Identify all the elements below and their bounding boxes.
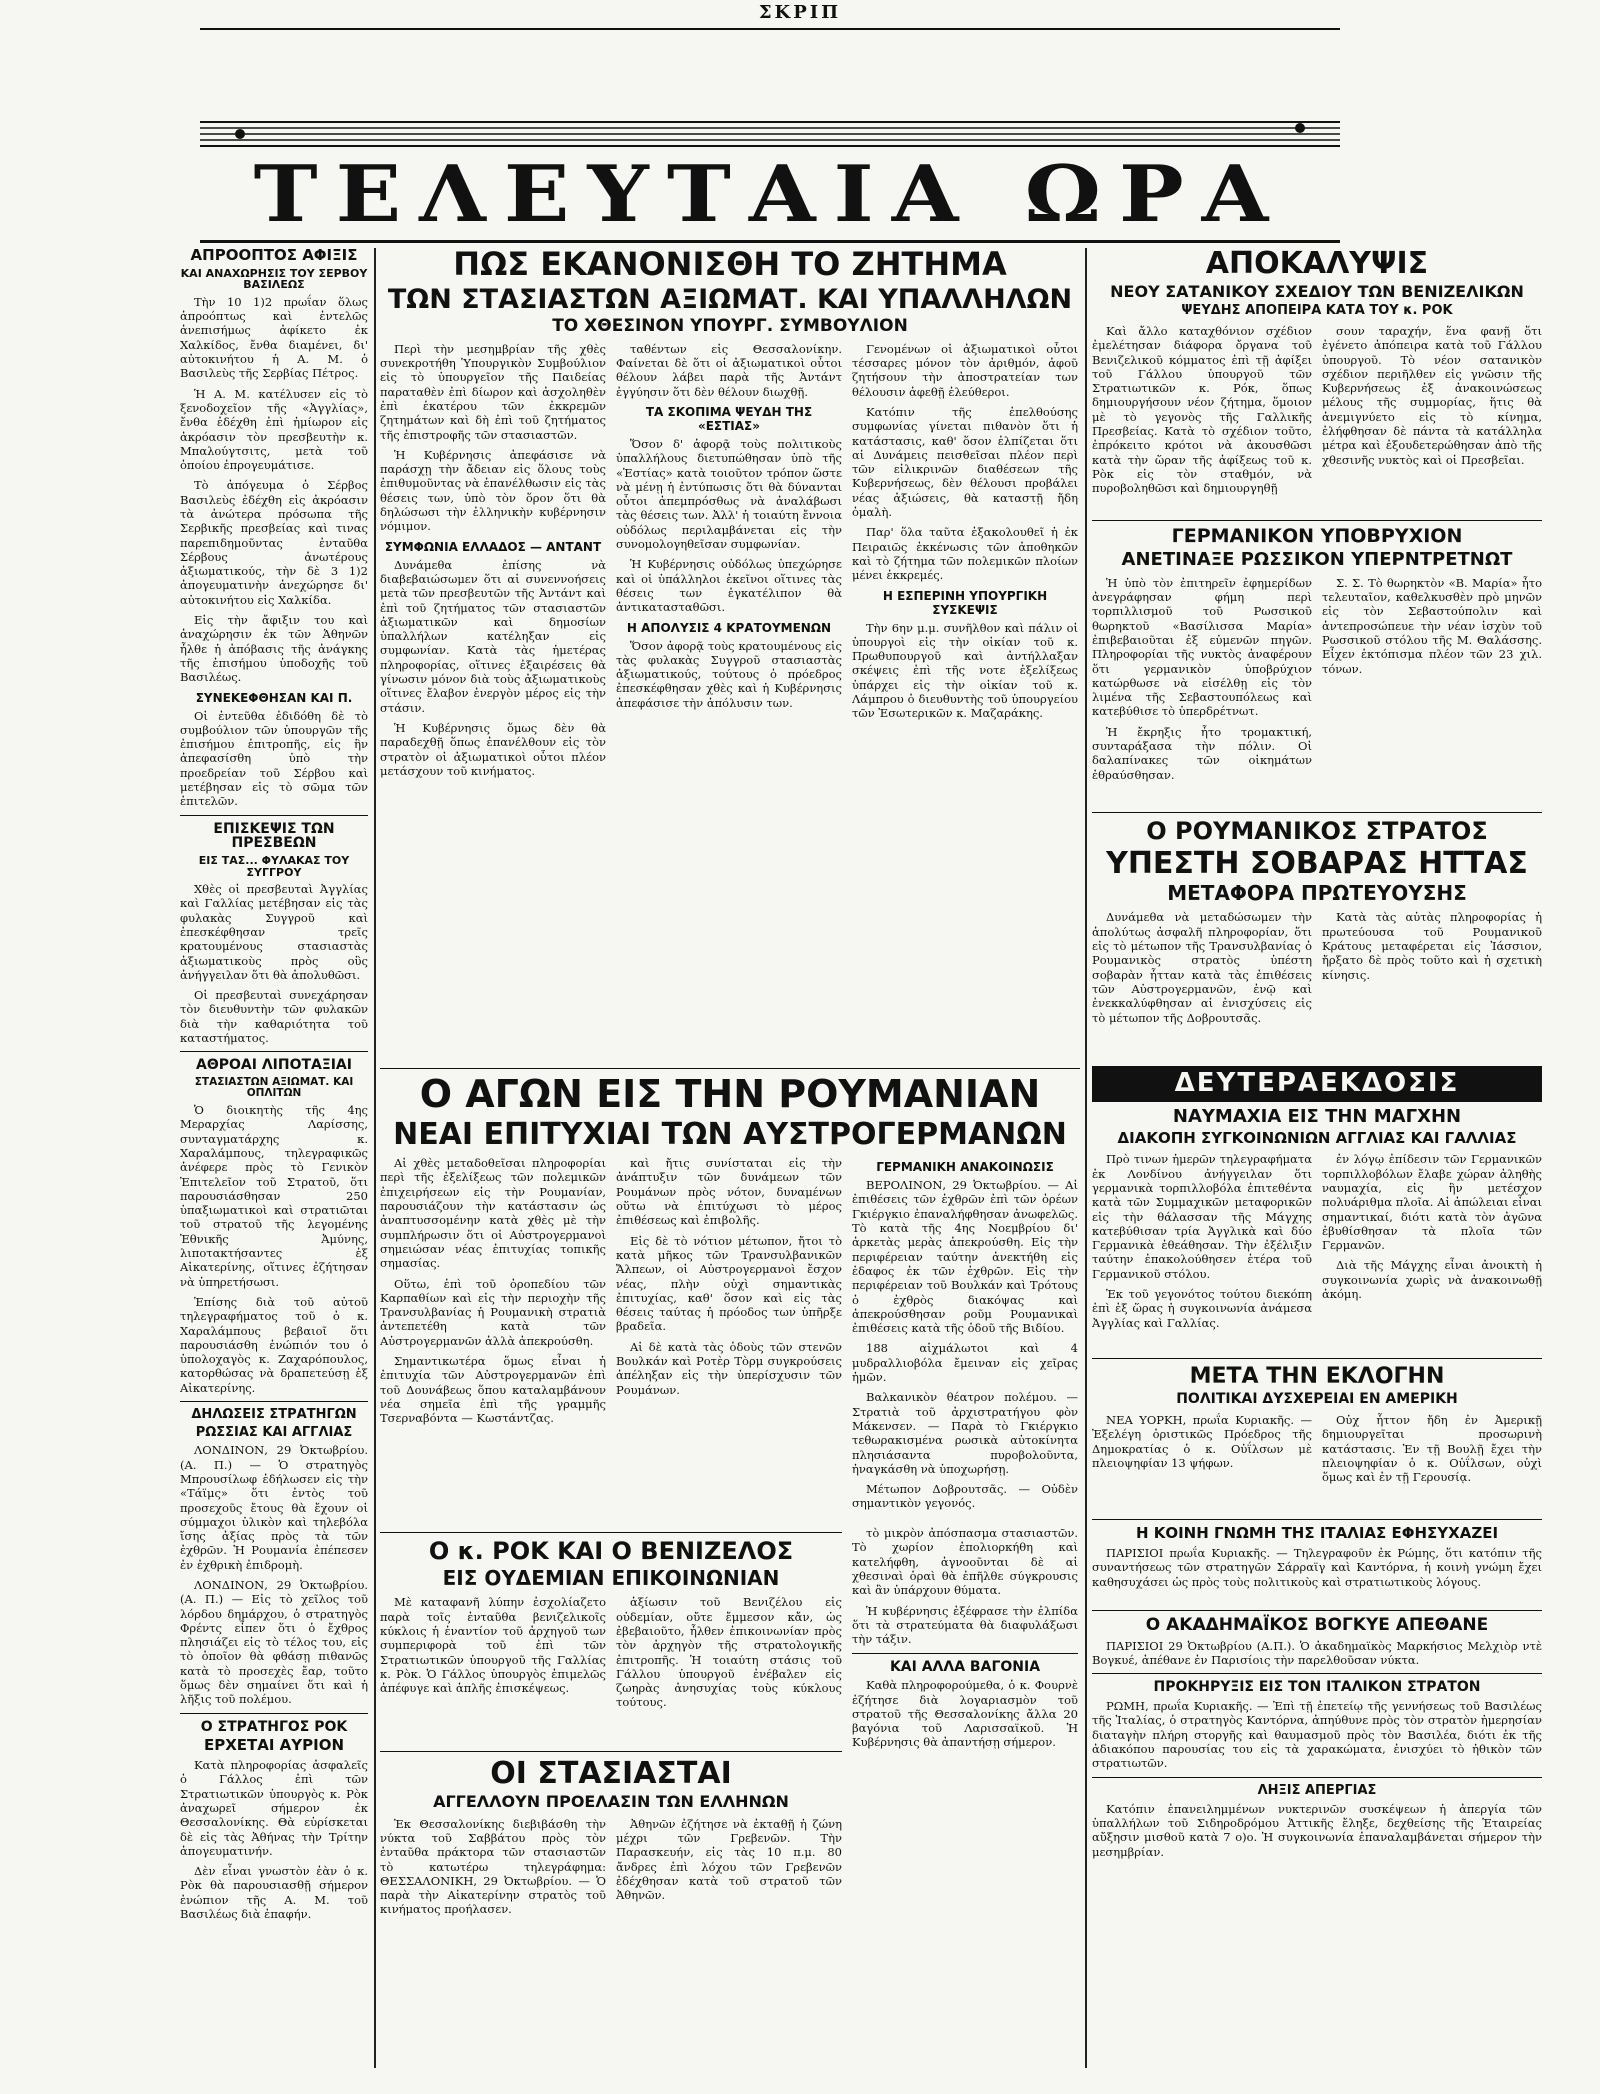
article-text: Ἡ ὑπὸ τὸν ἐπιτηρεῖν ἐφημερίδων ἀνεγράφησαν φήμη περὶ τορπιλλισμοῦ τοῦ Ρωσσικοῦ θωρηκτοῦ «Βασίλισσα Μαρία» ἐπιβεβαιοῦται ἐξ εὐμενῶν πηγῶν. Πληροφορίαι τῆς νυκτὸς ἀναφέρουν ὅτι γερμανικὸν ὑποβρύχιον κατώρθωσε νὰ εἰσέλθῃ εἰς τὸν λιμένα τῆς Σεβαστουπόλεως καὶ κατεβύθισε τὸ ὑπερδρέτνωτ. bbox=[1092, 575, 1312, 719]
main-headline-2: ΤΩΝ ΣΤΑΣΙΑΣΤΩΝ ΑΞΙΩΜΑΤ. ΚΑΙ ΥΠΑΛΛΗΛΩΝ bbox=[387, 283, 1073, 315]
divider bbox=[180, 1051, 368, 1052]
text-column bbox=[1092, 324, 1312, 514]
text-column bbox=[616, 1817, 842, 1957]
text-column bbox=[1322, 910, 1542, 1060]
headline: ΑΠΡΟΟΠΤΟΣ ΑΦΙΞΙΣ bbox=[190, 248, 358, 264]
article-text: Ἡ Κυβέρνησις οὐδόλως ὑπεχώρησε καὶ οἱ ὑπάλληλοι ἐκεῖνοι οἵτινες τὰς θέσεις των ἐγκατέλιπον θὰ ἀντικατασταθῶσι. bbox=[616, 557, 842, 615]
text-column bbox=[1092, 1152, 1312, 1352]
subheadline: ΕΙΣ ΟΥΔΕΜΙΑΝ ΕΠΙΚΟΙΝΩΝΙΑΝ bbox=[442, 1566, 780, 1591]
banner-rule bbox=[200, 240, 1340, 243]
article-text: Τὴν 6ην μ.μ. συνῆλθον καὶ πάλιν οἱ ὑπουργοὶ εἰς τὴν οἰκίαν τοῦ κ. Πρωθυπουργοῦ καὶ ἀντήλλαξαν σκέψεις ἐπὶ τῆς νοτε ἐξελίξεως ὑπάρχει εἰς τὴν οἰκίαν τοῦ κ. Λάμπρου ὁ διευθυντὴς τοῦ ὑπουργείου τῶν Ἐσωτερικῶν κ. Μαζαράκης. bbox=[852, 620, 1078, 721]
subheadline: ΨΕΥΔΗΣ ΑΠΟΠΕΙΡΑ ΚΑΤΑ ΤΟΥ κ. ΡΟΚ bbox=[1181, 303, 1453, 319]
section-subhead: Η ΕΣΠΕΡΙΝΗ ΥΠΟΥΡΓΙΚΗ ΣΥΣΚΕΨΙΣ bbox=[882, 588, 1048, 617]
article-text: Ἡ Κυβέρνησις ἀπεφάσισε νὰ παράσχῃ τὴν ἄδειαν εἰς ὅλους τοὺς ἐπιθυμοῦντας νὰ ἐπανέλθωσιν εἰς τὰς θέσεις των, ὑπὸ τὸν ὅρον ὅτι θὰ δηλώσωσι τὴν ἐλληνικὴν κυβέρνησιν νόμιμον. bbox=[380, 447, 606, 534]
naval-battle-article bbox=[1092, 1152, 1542, 1352]
article-text: ΠΑΡΙΣΙΟΙ πρωΐα Κυριακῆς. — Τηλεγραφοῦν ἐκ Ρώμης, ὅτι κατόπιν τῆς συναντήσεως τῶν στρατηγῶν Σάρραϊγ καὶ Καντόρνα, ἡ κοινὴ γνώμη ἔχει καθησυχάσει ὡς πρὸς τοὺς πολιτικοὺς καὶ στρατιωτικοὺς λόγους. bbox=[1092, 1545, 1542, 1589]
article-text: Δυνάμεθα νὰ μεταδώσωμεν τὴν ἀπολύτως ἀσφαλῆ πληροφορίαν, ὅτι εἰς τὸ μέτωπον τῆς Τρανσυλβανίας ὁ Ρουμανικὸς στρατὸς ὑπέστη σοβαρὰν ἧτταν κατὰ τὰς ἐπιθέσεις τῶν Αὐστρογερμανῶν, ἐνῷ καὶ ἐνεκκαλύφθησαν αἱ ἐνισχύσεις εἰς τὸ μέτωπον τῆς Δοβρουτσᾶς. bbox=[1092, 910, 1312, 1025]
headline: ΑΘΡΟΑΙ ΛΙΠΟΤΑΞΙΑΙ bbox=[196, 1057, 352, 1074]
headline: Ο ΡΟΥΜΑΝΙΚΟΣ ΣΤΡΑΤΟΣ bbox=[1146, 816, 1488, 845]
article-text: Καθὰ πληροφορούμεθα, ὁ κ. Φουρνὲ ἐζήτησε διὰ λογαριασμὸν τοῦ στρατοῦ τῆς Θεσσαλονίκης ἄλλα 20 βαγόνια τοῦ Λαρισσαϊκοῦ. Ἡ Κυβέρνησις θὰ ἀπαντήσῃ σήμερον. bbox=[852, 1678, 1078, 1750]
subheadline: ΑΓΓΕΛΛΟΥΝ ΠΡΟΕΛΑΣΙΝ ΤΩΝ ΕΛΛΗΝΩΝ bbox=[433, 1791, 789, 1811]
article-text: Περὶ τὴν μεσημβρίαν τῆς χθὲς συνεκροτήθη Ὑπουργικὸν Συμβούλιον εἰς τὸ ὑπουργεῖον τῆς Παιδείας παραταθὲν ἐπὶ δίωρον καὶ ἀσχοληθὲν ἐπὶ ἑκατέρου τῶν ἐκκρεμῶν ζητημάτων καὶ δὴ ἐπὶ τοῦ ζητήματος τῆς ἐπιστροφῆς τῶν στασιαστῶν. bbox=[380, 341, 606, 442]
article-text: Μέτωπον Δοβρουτσᾶς. — Οὐδὲν σημαντικὸν γεγονός. bbox=[852, 1482, 1078, 1511]
headline: ΟΙ ΣΤΑΣΙΑΣΤΑΙ bbox=[490, 1756, 732, 1792]
headline: Ο κ. ΡΟΚ ΚΑΙ Ο ΒΕΝΙΖΕΛΟΣ bbox=[428, 1537, 794, 1566]
article-text: Οἱ πρεσβευταὶ συνεχάρησαν τὸν διευθυντὴν τῶν φυλακῶν διὰ τὴν καθαριότητα τοῦ καταστήματος. bbox=[180, 988, 368, 1046]
divider bbox=[380, 1068, 1080, 1069]
section-subhead: ΣΥΜΦΩΝΙΑ ΕΛΛΑΔΟΣ — ΑΝΤΑΝΤ bbox=[384, 539, 602, 554]
article-text: Καὶ ἄλλο καταχθόνιον σχέδιον ἐμελέτησαν διάφορα ὄργανα τοῦ Βενιζελικοῦ κόμματος ἐπὶ τῇ ἀφίξει τοῦ Γάλλου ὑπουργοῦ τῶν Στρατιωτικῶν κ. Ρόκ, ὅπως δημιουργήσουν νέον ζήτημα, ὅμοιον μὲ τὸ γεγονὸς τῆς Γαλλικῆς Πρεσβείας. Κατὰ τὸ σχέδιον τοῦτο, ἐπρόκειτο κρότοι νὰ ἀκουσθῶσι κατὰ τὴν ὥραν τῆς ἀφίξεως τοῦ κ. Ρὸκ εἰς τὸν σταθμόν, νὰ πυροβοληθῶσι καὶ δημιουργηθῇ bbox=[1092, 323, 1312, 496]
article-text: Ὁ διοικητὴς τῆς 4ης Μεραρχίας Λαρίσσης, συνταγματάρχης κ. Χαραλάμπους, τηλεγραφικῶς ἀνέφερε πρὸς τὸ Γενικὸν Ἐπιτελεῖον τοῦ Στρατοῦ, ὅτι παρουσιάσθησαν 250 ὑπαξιωματικοὶ καὶ στρατιῶται τοῦ στρατοῦ τῆς λεγομένης Ἐθνικῆς Ἀμύνης, λιποτακτήσαντες ἐξ Αἰκατερίνης, οἵτινες ἐζήτησαν νὰ ὑπηρετήσωσι. bbox=[180, 1103, 368, 1289]
section-subhead: ΣΥΝΕΚΕΦΘΗΣΑΝ ΚΑΙ Π. bbox=[195, 690, 353, 705]
article-text: ΠΑΡΙΣΙΟΙ 29 Ὀκτωβρίου (Α.Π.). Ὁ ἀκαδημαϊκὸς Μαρκήσιος Μελχιὸρ ντὲ Βογκυέ, ἀπέθανε ἐν Παρισίοις τὴν παρελθοῦσαν νύκτα. bbox=[1092, 1638, 1542, 1668]
article-text: 188 αἰχμάλωτοι καὶ 4 μυδραλλιοβόλα ἔμειναν εἰς χεῖρας ἡμῶν. bbox=[852, 1341, 1078, 1385]
article-text: Τὸ ἀπόγευμα ὁ Σέρβος Βασιλεὺς ἐδέχθη εἰς ἀκρόασιν τὰ ἀνώτερα πρόσωπα τῆς Σερβικῆς πρεσβείας καὶ τινας παρεπιδημοῦντας ἐνταῦθα Σέρβους ἀνωτέρους ἀξιωματικούς, τὴν δὲ 3 1)2 ἀπογευματινὴν ἀνεχώρησε δι' αὐτοκινήτου εἰς Χαλκίδα. bbox=[180, 478, 368, 607]
subheadline: ΥΠΕΣΤΗ ΣΟΒΑΡΑΣ ΗΤΤΑΣ bbox=[1106, 845, 1528, 881]
article-text: Γενομένων οἱ ἀξιωματικοὶ οὗτοι τέσσαρες μόνον τὸν ἀριθμόν, ἀφοῦ ζητήσουν τὴν ἀποστρατείαν των θέλουσιν ἀφεθῇ ἐλεύθεροι. bbox=[852, 341, 1078, 399]
main-headline: ΠΩΣ ΕΚΑΝΟΝΙΣΘΗ ΤΟ ΖΗΤΗΜΑ bbox=[453, 248, 1007, 283]
article-text: Ἡ κυβέρνησις ἐξέφρασε τὴν ἐλπίδα ὅτι τὰ στρατεύματα θὰ διαφυλάξωσι τὴν τάξιν. bbox=[852, 1603, 1078, 1647]
article-text: Παρ' ὅλα ταῦτα ἐξακολουθεῖ ἡ ἐκ Πειραιῶς ἐκκένωσις τῶν ἀποθηκῶν καὶ τὸ ζήτημα τῶν πολεμικῶν πλοίων μένει ἐκκρεμές. bbox=[852, 525, 1078, 583]
headline: ΔΗΛΩΣΕΙΣ ΣΤΡΑΤΗΓΩΝ bbox=[191, 1407, 357, 1423]
article-text: Ἐπίσης διὰ τοῦ αὐτοῦ τηλεγραφήματος τοῦ ὁ κ. Χαραλάμπους βεβαιοῖ ὅτι παρουσιάσθη ἐνώπιόν του ὁ ὑπολοχαγὸς κ. Ζαχαρόπουλος, κατορθώσας νὰ δραπετεύσῃ ἐξ Αἰκατερίνης. bbox=[180, 1294, 368, 1395]
headline: ΚΑΙ ΑΛΛΑ ΒΑΓΟΝΙΑ bbox=[889, 1658, 1041, 1675]
article-text: Κατόπιν ἐπανειλημμένων νυκτερινῶν συσκέψεων ἡ ἀπεργία τῶν ὑπαλλήλων τοῦ Σιδηροδρόμου Ἀττικῆς ἔληξε, δεχθείσης τῆς Ἑταιρείας αὔξησιν μισθοῦ κατὰ 7 ο)ο. Ἡ συγκοινωνία ἐπαναλαμβάνεται σήμερον τὴν μεσημβρίαν. bbox=[1092, 1801, 1542, 1859]
text-column bbox=[1322, 324, 1542, 514]
plot-article bbox=[1092, 324, 1542, 514]
divider bbox=[180, 1401, 368, 1402]
subheadline: ΣΤΑΣΙΑΣΤΩΝ ΑΞΙΩΜΑΤ. ΚΑΙ ΟΠΛΙΤΩΝ bbox=[194, 1076, 354, 1100]
text-column bbox=[616, 342, 842, 1062]
article-text: ἀξίωσιν τοῦ Βενιζέλου εἰς οὐδεμίαν, οὔτε ἔμμεσον κἄν, ὡς ἐβεβαιοῦτο, ἦλθεν ἐπικοινωνίαν πρὸς τὸν ἀρχηγὸν τῆς στρατολογικῆς ἐπιτροπῆς. Ἡ τοιαύτη στάσις τοῦ Γάλλου ὑπουργοῦ ἐνέβαλεν εἰς ζωηρὰς ἀνησυχίας τοὺς κύκλους τούτους. bbox=[616, 1595, 842, 1710]
headline: Ο ΣΤΡΑΤΗΓΟΣ ΡΟΚ bbox=[200, 1718, 348, 1735]
subheadline: ΕΙΣ ΤΑΣ... ΦΥΛΑΚΑΣ ΤΟΥ ΣΥΓΓΡΟΥ bbox=[198, 854, 350, 879]
article-text: ΒΕΡΟΛΙΝΟΝ, 29 Ὀκτωβρίου. — Αἱ ἐπιθέσεις τῶν ἐχθρῶν ἐπὶ τῶν ὀρέων Γκιέργκιο ἐπαναλήφθησαν ἀνωφελῶς. Τὸ κατὰ τῆς 4ης Νοεμβρίου δι' ἀρκετὰς μερὰς ἀπεκρούσθη. Εἰς τὴν περιφέρειαν ταύτην ἀνεκτήθη εἰς ἐδαφος ἐκ τῶν ἐχθρῶν. Εἰς τὴν περιφέρειαν τοῦ Βουλκάν καὶ Τρότους ὁ ἐχθρὸς διακόψας καὶ ἀπεκρούσθησαν ροῦμ Ρουμανικαὶ ἐπιθέσεις κατὰ τῆς ὁδοῦ τῆς Βιδίου. bbox=[852, 1178, 1078, 1336]
cabinet-article bbox=[380, 342, 1080, 1062]
article-text: Ἐκ τοῦ γεγονότος τούτου διεκόπη ἐπὶ ἐξ ὥρας ἡ συγκοινωνία ἀνάμεσα Ἀγγλίας καὶ Γαλλίας. bbox=[1092, 1287, 1312, 1330]
article-text: Σ. Σ. Τὸ θωρηκτὸν «Β. Μαρία» ἦτο τελευταῖον, καθελκυσθὲν πρὸ μηνῶν εἰς τὸν Σεβαστούπολιν καὶ ἀντεπροσώπευε τὴν νέαν ἰσχὺν τοῦ Ρωσσικοῦ στόλου τῆς Μ. Θαλάσσης. Εἶχεν ἐκτόπισμα πλέον τῶν 23 χιλ. τόνων. bbox=[1322, 575, 1542, 676]
music-staff-decoration bbox=[200, 118, 1340, 148]
article-text: Οὐχ ἧττον ἤδη ἐν Ἀμερικῇ δημιουργεῖται προσωρινὴ κατάστασις. Ἐν τῇ Βουλῇ ἔχει τὴν πλειοψηφίαν ὁ κ. Οὐΐλσων, οὐχὶ ὅμως καὶ ἐν τῇ Γερουσίᾳ. bbox=[1322, 1413, 1542, 1485]
article-text: Αἱ χθὲς μεταδοθεῖσαι πληροφορίαι περὶ τῆς ἐξελίξεως τῶν πολεμικῶν ἐπιχειρήσεων εἰς τὴν Ρουμανίαν, παρουσιάζουν τὴν κατάστασιν ὡς ἀναπτυσσομένην κατὰ χθὲς μὲ τὴν συμπλήρωσιν ὅτι οἱ Αὐστρογερμανοὶ σημειώσαν νέας ἐπιτυχίας τοπικῆς σημασίας. bbox=[380, 1156, 606, 1271]
subheadline: ΕΡΧΕΤΑΙ ΑΥΡΙΟΝ bbox=[203, 1736, 345, 1755]
subheadline: ΝΕΟΥ ΣΑΤΑΝΙΚΟΥ ΣΧΕΔΙΟΥ ΤΩΝ ΒΕΝΙΖΕΛΙΚΩΝ bbox=[1110, 281, 1524, 301]
headline: ΕΠΙΣΚΕΨΙΣ ΤΩΝ ΠΡΕΣΒΕΩΝ bbox=[213, 820, 335, 852]
article-text: ταθέντων εἰς Θεσσαλονίκην. Φαίνεται δὲ ὅτι οἱ ἀξιωματικοὶ οὗτοι θέλουν λάβει παρὰ τῆς Ἀντάντ ἐγγύησιν ὅτι δὲν θέλουν διωχθῇ. bbox=[616, 341, 842, 399]
headline: Η ΚΟΙΝΗ ΓΝΩΜΗ ΤΗΣ ΙΤΑΛΙΑΣ ΕΦΗΣΥΧΑΖΕΙ bbox=[1135, 1524, 1499, 1543]
article-text: Οὕτω, ἐπὶ τοῦ ὀροπεδίου τῶν Καρπαθίων καὶ εἰς τὴν περιοχὴν τῆς Τρανσυλβανίας ἡ Ρουμανικὴ στρατιὰ ἀντεπετέθη κατὰ τῶν Αὐστρογερμανῶν ἀλλὰ ἀπεκρούσθη. bbox=[380, 1276, 606, 1348]
subheadline: ΜΕΤΑΦΟΡΑ ΠΡΩΤΕΥΟΥΣΗΣ bbox=[1167, 881, 1467, 906]
divider bbox=[380, 1751, 842, 1752]
divider bbox=[1092, 812, 1542, 813]
second-edition-banner: ΔΕΥΤΕΡΑΕΚΔΟΣΙΣ bbox=[1092, 1066, 1542, 1101]
article-text: σουν ταραχήν, ἕνα φανῇ ὅτι ἐγένετο ἀπόπειρα κατὰ τοῦ Γάλλου ὑπουργοῦ. Τὸ νέον σατανικὸν σχέδιον περιῆλθεν εἰς γνῶσιν τῆς Κυβερνήσεως ἐξ ἀνακοινώσεως μέλους τῆς συμμορίας, ἥτις θὰ ἀνεμιγνύετο εἰς τὸ κίνημα, ἐλήφθησαν δὲ πάντα τὰ κατάλληλα μέτρα καὶ ἐξουδετερώθησαν ἀπὸ τῆς χθεσινῆς νυκτὸς καὶ οἱ Πρεσβεῖαι. bbox=[1322, 323, 1542, 467]
article-text: καὶ ἤτις συνίσταται εἰς τὴν ἀνάπτυξιν τῶν δυνάμεων τῶν Ρουμάνων πρὸς νότον, δυναμένων οὕτω νὰ ἐπιτύχωσι τὸ μέρος ἐπιθέσεως καὶ ἐπιβολῆς. bbox=[616, 1156, 842, 1228]
rok-article bbox=[380, 1595, 842, 1745]
headline: ΠΡΟΚΗΡΥΞΙΣ ΕΙΣ ΤΟΝ ΙΤΑΛΙΚΟΝ ΣΤΡΑΤΟΝ bbox=[1153, 1679, 1481, 1696]
article-text: Κατὰ τὰς αὐτὰς πληροφορίας ἡ πρωτεύουσα τοῦ Ρουμανικοῦ Κράτους μεταφέρεται εἰς Ἰάσσιον, ἤρξατο δὲ πρὸς τοῦτο καὶ ἡ σχετικὴ κίνησις. bbox=[1322, 910, 1542, 982]
article-text: ΡΩΜΗ, πρωΐα Κυριακῆς. — Ἐπὶ τῇ ἐπετείῳ τῆς γεννήσεως τοῦ Βασιλέως τῆς Ἰταλίας, ὁ στρατηγὸς Καντόρνα, ἀπηύθυνε πρὸς τὸν στρατὸν ἡμερησίαν διαταγὴν πλήρη στοργῆς καὶ θαυμασμοῦ πρὸς τὸν Βασιλέα, διότι ἐκ τῆς ἀδιακόπου παρουσίας του εἰς τὰ χαρακώματα, ἐνισχύει τὸ ἠθικὸν τῶν στρατιωτῶν. bbox=[1092, 1699, 1542, 1771]
article-text: Τὴν 10 1)2 πρωΐαν ὅλως ἀπροόπτως καὶ ἐντελῶς ἀνεπισήμως ἀφίκετο ἐκ Χαλκίδος, ἔνθα διαμένει, δι' αὐτοκινήτου ἡ Α. Μ. ὁ Βασιλεὺς τῆς Σερβίας Πέτρος. bbox=[180, 294, 368, 381]
election-article bbox=[1092, 1413, 1542, 1513]
article-text: Αἱ δὲ κατὰ τὰς ὁδοὺς τῶν στενῶν Βουλκάν καὶ Ροτὲρ Τὸρμ συγκρούσεις ἀπέληξαν εἰς τὴν ὑπερίσχυσιν τῶν Ρουμάνων. bbox=[616, 1339, 842, 1397]
article-text: ΛΟΝΔΙΝΟΝ, 29 Ὀκτωβρίου. (Α. Π.) — Ὁ στρατηγὸς Μπρουσίλωφ ἐδήλωσεν εἰς τὴν «Τάϊμς» ὅτι ἐντὸς τοῦ προσεχοῦς ἔτους θὰ ἔχουν οἱ σύμμαχοι ὑλικὸν καὶ τηλεβόλα ἴσης ἀξίας πρὸς τὰ τῶν ἐχθρῶν. Ἡ Ρουμανία ἐπέπεσεν ἐν ἐχθρικὴ ἐπιδρομὴ. bbox=[180, 1443, 368, 1572]
headline: ΑΠΟΚΑΛΥΨΙΣ bbox=[1205, 248, 1429, 281]
text-column bbox=[1092, 576, 1312, 806]
divider bbox=[1092, 1610, 1542, 1611]
text-column bbox=[1322, 576, 1542, 806]
divider bbox=[852, 1653, 1078, 1654]
top-rule bbox=[200, 28, 1340, 30]
article-text: Ἐκ Θεσσαλονίκης διεβιβάσθη τὴν νύκτα τοῦ Σαββάτου πρὸς τὸν ἐνταῦθα πράκτορα τῶν στασιαστῶν τὸ κατωτέρω τηλεγράφημα: ΘΕΣΣΑΛΟΝΙΚΗ, 29 Ὀκτωβρίου. — Ὁ παρὰ τὴν Αἰκατερίνην στρατὸς τοῦ κινήματος προήλασεν. bbox=[380, 1816, 606, 1917]
romania-headline: Ο ΑΓΩΝ ΕΙΣ ΤΗΝ ΡΟΥΜΑΝΙΑΝ bbox=[419, 1071, 1041, 1116]
article-text: Δυνάμεθα ἐπίσης νὰ διαβεβαιώσωμεν ὅτι αἱ συνεννοήσεις μετὰ τῶν πρεσβευτῶν τῆς Ἀντάντ καὶ ἐπὶ τοῦ ζητήματος τῶν στασιαστῶν ἀξιωματικῶν καὶ δημοσίων ὑπαλλήλων κατέληξαν εἰς συμφωνίαν. Κατὰ τὰς ἡμετέρας πληροφορίας, οἵτινες ἐξαιρέσεις θὰ γίνωσιν μόνον διὰ τοὺς ἀξιωματικοὺς οἵτινες ἔλαβον ἐνεργὸν μέρος εἰς τὴν στάσιν. bbox=[380, 557, 606, 715]
headline: ΜΕΤΑ ΤΗΝ ΕΚΛΟΓΗΝ bbox=[1189, 1364, 1445, 1390]
text-column bbox=[1092, 910, 1312, 1060]
subheadline: ΡΩΣΣΙΑΣ ΚΑΙ ΑΓΓΛΙΑΣ bbox=[195, 1424, 353, 1440]
column-rule bbox=[374, 248, 376, 2068]
article-text: Ἡ Α. Μ. κατέλυσεν εἰς τὸ ξενοδοχεῖον τῆς «Ἀγγλίας», ἔνθα ἐδέχθη ἐπὶ ἡμίωρον εἰς ἀκρόασιν τὸν πρεσβευτὴν κ. Μπαλούγτσιτς, μετὰ τοῦ ὁποίου ἐπρογευμάτισε. bbox=[180, 386, 368, 473]
article-text: Ὅσον ἀφορᾷ τοὺς κρατουμένους εἰς τὰς φυλακὰς Συγγροῦ στασιαστὰς ἀξιωματικούς, τούτους ὁ πρόεδρος ἐπεσκέφθησαν χθὲς καὶ ἡ Κυβέρνησις ἀπεφάσισε τὴν ἀπόλυσιν των. bbox=[616, 638, 842, 710]
article-text: Μὲ καταφανῆ λύπην ἐσχολίαζετο παρὰ τοῖς ἐνταῦθα βενιζελικοῖς κύκλοις ἡ ἐναντίον τοῦ ἀρχηγοῦ των συμπεριφορὰ τοῦ ἐπὶ τῶν Στρατιωτικῶν ὑπουργοῦ τῆς Γαλλίας κ. Ρὸκ. Ὁ Γάλλος ὑπουργὸς ἐπιμελῶς ἀπέφυγε καὶ ἁπλῆς ἐπισκέψεως. bbox=[380, 1595, 606, 1696]
article-text: Βαλκανικὸν θέατρον πολέμου. — Στρατιὰ τοῦ ἀρχιστρατήγου φὸν Μάκενσεν. — Παρὰ τὸ Γκιέργκιο τεθωρακισμένα ρωσικὰ αὐτοκίνητα πλησιάσαντα πυροβολοῦντα, ἠναγκάσθη νὰ ὑποχωρήσῃ. bbox=[852, 1390, 1078, 1476]
subheadline: ΠΟΛΙΤΙΚΑΙ ΔΥΣΧΕΡΕΙΑΙ ΕΝ ΑΜΕΡΙΚΗ bbox=[1176, 1391, 1458, 1408]
divider bbox=[1092, 1519, 1542, 1520]
article-text: Δὲν εἶναι γνωστὸν ἐὰν ὁ κ. Ρὸκ θὰ παρουσιασθῇ σήμερον ἐνώπιον τῆς Α. Μ. τοῦ Βασιλέως διὰ ἐπαφήν. bbox=[180, 1864, 368, 1922]
article-text: ΛΟΝΔΙΝΟΝ, 29 Ὀκτωβρίου. (Α. Π.) — Εἰς τὸ χεῖλος τοῦ λόρδου δημάρχου, ὁ στρατηγὸς Φρέντς εἶπεν ὅτι ὁ ἔχθρος πλησιάζει εἰς τὸ τέλος του, εἰς τὸ ὁποῖον θὰ φθάσῃ πιθανῶς κατὰ τὸ προσεχὲς ἔαρ, τοῦτο ὅμως δὲν σημαίνει ὅτι καὶ ἡ λῆξις τοῦ πολέμου. bbox=[180, 1577, 368, 1707]
text-column bbox=[380, 1817, 606, 1957]
article-text: ἐν λόγῳ ἐπίδεσιν τῶν Γερμανικῶν τορπιλλοβόλων ἔλαβε χώραν ἀληθὴς ναυμαχία, εἰς ἣν μετέσχον πολυάριθμα πλοῖα. Αἱ ἀπώλειαι εἶναι σημαντικαί, διότι κατὰ τὸν ἀγῶνα ἐβυθίσθησαν τὰ πλοῖα τῶν Γερμανῶν. bbox=[1322, 1152, 1542, 1253]
submarine-article bbox=[1092, 576, 1542, 806]
text-column bbox=[380, 1595, 606, 1745]
section-subhead: ΤΑ ΣΚΟΠΙΜΑ ΨΕΥΔΗ ΤΗΣ «ΕΣΤΙΑΣ» bbox=[645, 404, 813, 433]
banner-title: ΤΕΛΕΥΤΑΙΑ ΩΡΑ bbox=[253, 149, 1287, 240]
headline: ΓΕΡΜΑΝΙΚΟΝ ΥΠΟΒΡΥΧΙΟΝ bbox=[1171, 524, 1463, 547]
main-subheadline: ΤΟ ΧΘΕΣΙΝΟΝ ΥΠΟΥΡΓ. ΣΥΜΒΟΥΛΙΟΝ bbox=[552, 315, 908, 336]
article-text: Οἱ ἐντεῦθα ἐδιδόθη δὲ τὸ συμβούλιον τῶν ὑπουργῶν τῆς ἐπισήμου ἐπιτροπῆς, εἰς ἣν ἀπεφασίσθη ὑπὸ τὴν προεδρείαν τοῦ Σέρβου καὶ μετέβησαν εἰς τὸ σῶμα τῶν ἐπιτελῶν. bbox=[180, 708, 368, 809]
article-text: Ἡ ἔκρηξις ἦτο τρομακτική, συνταράξασα τὴν πόλιν. Οἱ δαλαπίνακες τῶν οἰκημάτων ἐθραύσθησαν. bbox=[1092, 724, 1312, 782]
subheadline: ΚΑΙ ΑΝΑΧΩΡΗΣΙΣ ΤΟΥ ΣΕΡΒΟΥ ΒΑΣΙΛΕΩΣ bbox=[180, 266, 368, 292]
divider bbox=[180, 1713, 368, 1714]
article-text: Κατόπιν τῆς ἐπελθούσης συμφωνίας γίνεται πιθανὸν ὅτι ἡ κατάστασις, καθ' ὅσον ἐλπίζεται ὅτι αἱ Δυνάμεις πεισθεῖσαι πλέον περὶ τῶν εἰλικρινῶν διαθέσεων τῆς Κυβερνήσεως, δὲν θέλουσι προβάλει νέας ἀξιώσεις, θὰ καταστῇ ἤδη ὁμαλὴ. bbox=[852, 404, 1078, 520]
headline: ΝΑΥΜΑΧΙΑ ΕΙΣ ΤΗΝ ΜΑΓΧΗΝ bbox=[1172, 1105, 1462, 1127]
article-text: Πρὸ τινων ἡμερῶν τηλεγραφήματα ἐκ Λονδίνου ἀνήγγειλαν ὅτι γερμανικὰ τορπιλλοβόλα ἐπιτεθέντα κατὰ τῶν Συμμαχικῶν μεταφορικῶν εἰς τὴν θάλασσαν τῆς Μάγχης κατεβύθισαν τρία Ἀγγλικὰ καὶ δύο Γερμανικὰ ἐθεάθησαν. Τὴν ἐξέλιξιν ταύτην ἐπακολούθησεν ἑτέρα τοῦ Γερμανικοῦ στόλου. bbox=[1092, 1152, 1312, 1281]
text-column bbox=[852, 1156, 1078, 1526]
article-text: Χθὲς οἱ πρεσβευταὶ Ἀγγλίας καὶ Γαλλίας μετέβησαν εἰς τὰς φυλακὰς Συγγροῦ καὶ ἐπεσκέφθησαν τρεῖς κρατουμένους στασιαστὰς ἀξιωματικοὺς πρὸς οὓς ἀνήγγειλαν ὅτι θὰ ἀπολυθῶσι. bbox=[180, 882, 368, 982]
text-column bbox=[1322, 1152, 1542, 1352]
column-rule bbox=[1085, 248, 1087, 2068]
text-column bbox=[852, 342, 1078, 1062]
subheadline: ΔΙΑΚΟΠΗ ΣΥΓΚΟΙΝΩΝΙΩΝ ΑΓΓΛΙΑΣ ΚΑΙ ΓΑΛΛΙΑΣ bbox=[1117, 1128, 1517, 1147]
right-column bbox=[1092, 248, 1542, 2068]
article-text: Εἰς δὲ τὸ νότιον μέτωπον, ἤτοι τὸ κατὰ μῆκος τῶν Τρανσυλβανικῶν Ἄλπεων, οἱ Αὐστρογερμανοὶ ἔσχον νέας, πλὴν οὐχὶ σημαντικὰς ἐπιτυχίας, καθ' ὅσον καὶ εἰς τὰς θέσεις ταύτας ἡ πρόοδος των ὑπῆρξε βραδεῖα. bbox=[616, 1233, 842, 1334]
rebels-article bbox=[380, 1817, 842, 1957]
wagons-block bbox=[852, 1526, 1078, 2068]
romanian-army-article bbox=[1092, 910, 1542, 1060]
romania-subheadline: ΝΕΑΙ ΕΠΙΤΥΧΙΑΙ ΤΩΝ ΑΥΣΤΡΟΓΕΡΜΑΝΩΝ bbox=[393, 1116, 1067, 1152]
article-text: Εἰς τὴν ἄφιξιν του καὶ ἀναχώρησιν ἐκ τῶν Ἀθηνῶν ἦλθε ἡ ἀπόβασις τῆς ἀνάγκης τῆς ἐπισήμου ὑποδοχῆς τοῦ Βασιλέως. bbox=[180, 613, 368, 685]
section-subhead: ΓΕΡΜΑΝΙΚΗ ΑΝΑΚΟΙΝΩΣΙΣ bbox=[876, 1160, 1054, 1175]
article-text: τὸ μικρὸν ἀπόσπασμα στασιαστῶν. Τὸ χωρίον ἐπολιορκήθη καὶ κατελήφθη, ἀγνοοῦνται δὲ αἱ χθεσιναὶ ὁραὶ θὰ ἐπῆλθε σύγκρουσις καὶ ἂν ὑπάρχουν θύματα. bbox=[852, 1526, 1078, 1598]
article-text: Ἡ Κυβέρνησις ὅμως δὲν θὰ παραδεχθῇ ὅπως ἐπανέλθουν εἰς τὸν στρατὸν οἱ ἀξιωματικοὶ οὗτοι πλέον μετάσχουν τοῦ κινήματος. bbox=[380, 720, 606, 778]
romania-article bbox=[380, 1156, 1080, 1526]
article-text: Σημαντικωτέρα ὅμως εἶναι ἡ ἐπιτυχία τῶν Αὐστρογερμανῶν ἐπὶ τοῦ Δουνάβεως ὅπου καταλαμβάνουν νέα σημεῖα ἐπὶ τῆς γραμμῆς Τσερναβόντα — Κωστάντζας. bbox=[380, 1354, 606, 1426]
lower-middle bbox=[380, 1526, 1080, 2068]
paper-name: ΣΚΡΙΠ bbox=[758, 2, 842, 23]
divider bbox=[1092, 1777, 1542, 1778]
text-column bbox=[1092, 1413, 1312, 1513]
divider bbox=[1092, 520, 1542, 521]
divider bbox=[380, 1532, 842, 1533]
text-column bbox=[380, 1156, 606, 1526]
text-column bbox=[380, 342, 606, 1062]
left-column bbox=[180, 248, 368, 2068]
divider bbox=[1092, 1673, 1542, 1674]
subheadline: ΑΝΕΤΙΝΑΞΕ ΡΩΣΣΙΚΟΝ ΥΠΕΡΝΤΡΕΤΝΩΤ bbox=[1121, 548, 1513, 570]
middle-section bbox=[380, 248, 1080, 2068]
article-text: Ἀθηνῶν ἐζήτησε νὰ ἐκταθῇ ἡ ζώνη μέχρι τῶν Γρεβενῶν. Τὴν Παρασκευήν, εἰς τὰς 10 π.μ. 80 ἄνδρες ἐπὶ λόχου τῶν Γρεβενῶν ἐδέχθησαν κατὰ τοῦ στρατοῦ τῶν Ἀθηνῶν. bbox=[616, 1816, 842, 1903]
article-text: ΝΕΑ ΥΟΡΚΗ, πρωΐα Κυριακῆς. — Ἐξελέγη ὁριστικῶς Πρόεδρος τῆς Δημοκρατίας ὁ κ. Οὐΐλσων μὲ πλειοψηφίαν 13 ψήφων. bbox=[1092, 1413, 1312, 1471]
text-column bbox=[616, 1595, 842, 1745]
rok-block bbox=[380, 1526, 842, 2068]
text-column bbox=[616, 1156, 842, 1526]
divider bbox=[180, 815, 368, 816]
divider bbox=[1092, 1358, 1542, 1359]
article-text: Ὅσον δ' ἀφορᾷ τοὺς πολιτικοὺς ὑπαλλήλους διετυπώθησαν ὑπὸ τῆς «Ἑστίας» κατὰ τοιοῦτον τρόπον ὥστε νὰ μένῃ ἡ ἐντύπωσις ὅτι θὰ δύνανται οὗτοι ἀπεμπρόσθως νὰ ἀναλάβωσι τὰς θέσεις των. Ἀλλ' ἡ τοιαύτη ἔννοια οὐδόλως περιλαμβάνεται εἰς τὴν συνομολογηθεῖσαν συμφωνίαν. bbox=[616, 436, 842, 552]
text-column bbox=[1322, 1413, 1542, 1513]
article-text: Διὰ τῆς Μάγχης εἶναι ἀνοικτὴ ἡ συγκοινωνία χωρὶς νὰ ἀνακοινωθῇ ἀκόμη. bbox=[1322, 1258, 1542, 1302]
headline: ΛΗΞΙΣ ΑΠΕΡΓΙΑΣ bbox=[1257, 1783, 1377, 1799]
headline: Ο ΑΚΑΔΗΜΑΪΚΟΣ ΒΟΓΚΥΕ ΑΠΕΘΑΝΕ bbox=[1145, 1614, 1489, 1635]
article-text: Κατὰ πληροφορίας ἀσφαλεῖς ὁ Γάλλος ἐπὶ τῶν Στρατιωτικῶν ὑπουργὸς κ. Ρὸκ ἀναχωρεῖ σήμερον ἐκ Θεσσαλονίκης. Θὰ εὑρίσκεται δὲ εἰς τὰς Ἀθήνας τὴν Τρίτην ἀπογευματινήν. bbox=[180, 1758, 368, 1858]
section-subhead: Η ΑΠΟΛΥΣΙΣ 4 ΚΡΑΤΟΥΜΕΝΩΝ bbox=[626, 620, 832, 635]
